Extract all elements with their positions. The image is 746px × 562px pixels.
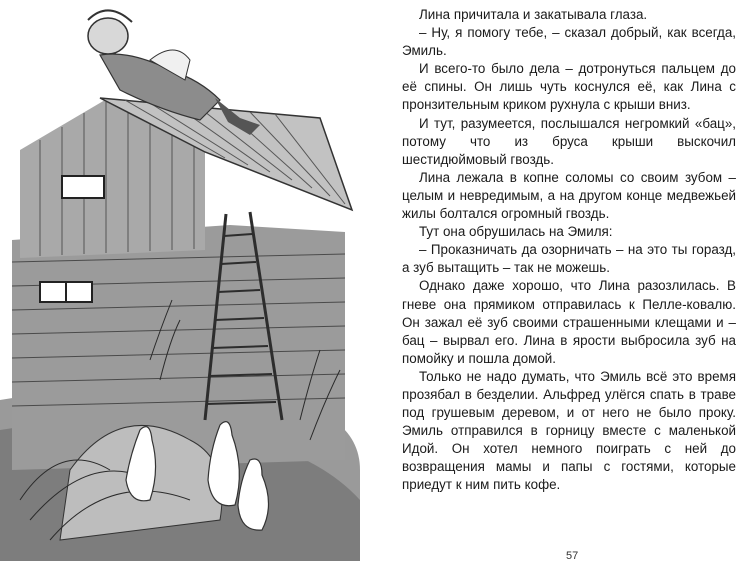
paragraph: И тут, разумеется, послышался негромкий «бац», потому что из бруса крыши выскочил шестидюймовый гвоздь. <box>402 115 736 167</box>
paragraph: Только не надо думать, что Эмиль всё это время прозябал в безделии. Альфред улёгся спать в траве под грушевым деревом, и от него не было проку. Эмиль отправился в горницу вместе с маленькой Идой. Он хотел немного поиграть с ней до возвращения мамы и папы с гостями, которые приедут к ним пить кофе. <box>402 368 736 493</box>
text-page <box>402 6 736 495</box>
paragraph: И всего-то было дела – дотронуться пальцем до её спины. Он лишь чуть коснулся её, как Лина с пронзительным криком рухнула с крыши вниз. <box>402 61 736 113</box>
paragraph: Однако даже хорошо, что Лина разозлилась. В гневе она прямиком отправилась к Пелле-ковалю. Он зажал её зуб своими страшенными клещами и – бац – вырвал его. Лина в ярости выбросила зуб на помойку и пошла домой. <box>402 278 736 366</box>
paragraph: – Ну, я помогу тебе, – сказал добрый, как всегда, Эмиль. <box>402 25 736 59</box>
paragraph: Лина лежала в копне соломы со своим зубом – целым и невредимым, а на другом конце медвежьей жилы болтался огромный гвоздь. <box>402 169 736 222</box>
barn-illustration <box>0 0 360 561</box>
page-number: 57 <box>566 550 579 562</box>
paragraph: Лина причитала и закатывала глаза. <box>419 7 648 22</box>
paragraph: Тут она обрушилась на Эмиля: <box>419 224 613 240</box>
paragraph: – Проказничать да озорничать – на это ты горазд, а зуб вытащить – так не можешь. <box>402 242 736 276</box>
